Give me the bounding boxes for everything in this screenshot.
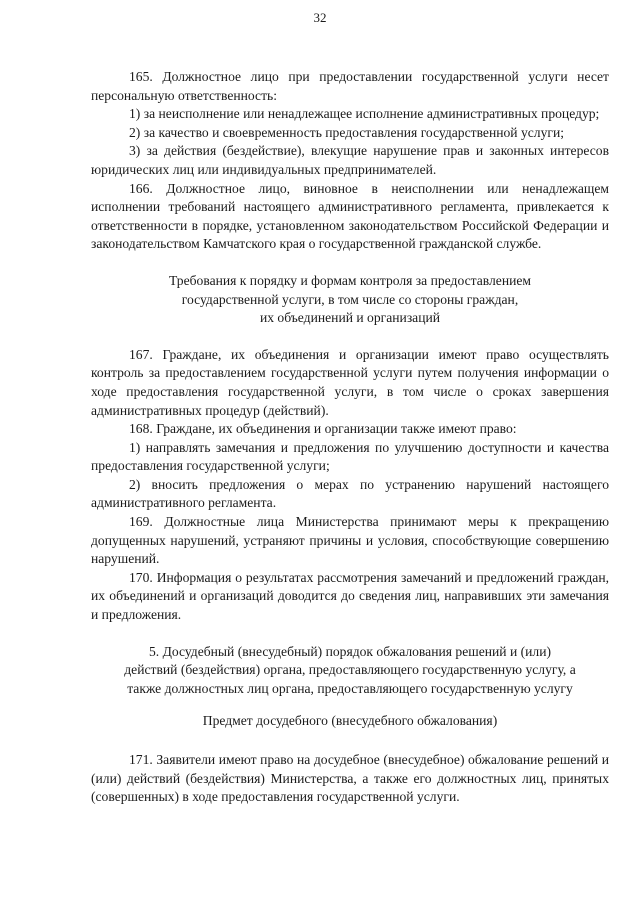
heading-line: их объединений и организаций <box>259 310 441 326</box>
paragraph-165-item-1: 1) за неисполнение или ненадлежащее исполнение административных процедур; <box>129 106 600 122</box>
heading-line: также должностных лиц органа, предоставляющего государственную услугу <box>127 680 573 696</box>
paragraph-170: 170. Информация о результатах рассмотрения замечаний и предложений граждан, их объединений и организаций доводится до сведения лиц, направивших эти замечания и предложения. <box>91 569 609 623</box>
heading-appeal-procedure <box>91 643 609 699</box>
heading-line: 5. Досудебный (внесудебный) порядок обжалования решений и (или) <box>148 643 552 659</box>
heading-line: государственной услуги, в том числе со стороны граждан, <box>181 291 519 307</box>
paragraph-168-item-1: 1) направлять замечания и предложения по улучшению доступности и качества предоставления государственной услуги; <box>91 439 609 474</box>
page-number: 32 <box>313 10 327 25</box>
paragraph-167: 167. Граждане, их объединения и организации имеют право осуществлять контроль за предоставлением государственной услуги путем получения информации о ходе предоставления государственной услуги, в том числе о сроках завершения административных процедур (действий). <box>91 346 609 418</box>
paragraph-165-item-3: 3) за действия (бездействие), влекущие нарушение прав и законных интересов юридических лиц или индивидуальных предпринимателей. <box>91 143 609 177</box>
paragraph-165-item-2: 2) за качество и своевременность предоставления государственной услуги; <box>129 124 565 140</box>
paragraph-171: 171. Заявители имеют право на досудебное (внесудебное) обжалование решений и (или) действий (бездействия) Министерства, а также его должностных лиц, принятых (совершенных) в ходе предоставления государственной услуги. <box>91 752 609 805</box>
paragraph-168: 168. Граждане, их объединения и организации также имеют право: <box>129 421 517 437</box>
paragraph-165: 165. Должностное лицо при предоставлении государственной услуги несет персональную ответственность: <box>91 69 609 103</box>
heading-line: Требования к порядку и формам контроля за предоставлением <box>169 272 531 288</box>
document-body <box>91 68 609 807</box>
paragraph-168-item-2: 2) вносить предложения о мерах по устранению нарушений настоящего административного регламента. <box>91 476 609 511</box>
heading-line: действий (бездействия) органа, предоставляющего государственную услугу, а <box>124 662 576 678</box>
heading-appeal-subject: Предмет досудебного (внесудебного обжалования) <box>202 713 498 729</box>
paragraph-169: 169. Должностные лица Министерства принимают меры к прекращению допущенных нарушений, устраняют причины и условия, способствующие совершению нарушений. <box>91 514 609 567</box>
heading-control-requirements <box>91 272 609 328</box>
paragraph-166: 166. Должностное лицо, виновное в неисполнении или ненадлежащем исполнении требований настоящего административного регламента, привлекается к ответственности в порядке, установленном законодательством Российской Федерации и законодательством Камчатского края о государственной гражданской службе. <box>91 180 609 252</box>
